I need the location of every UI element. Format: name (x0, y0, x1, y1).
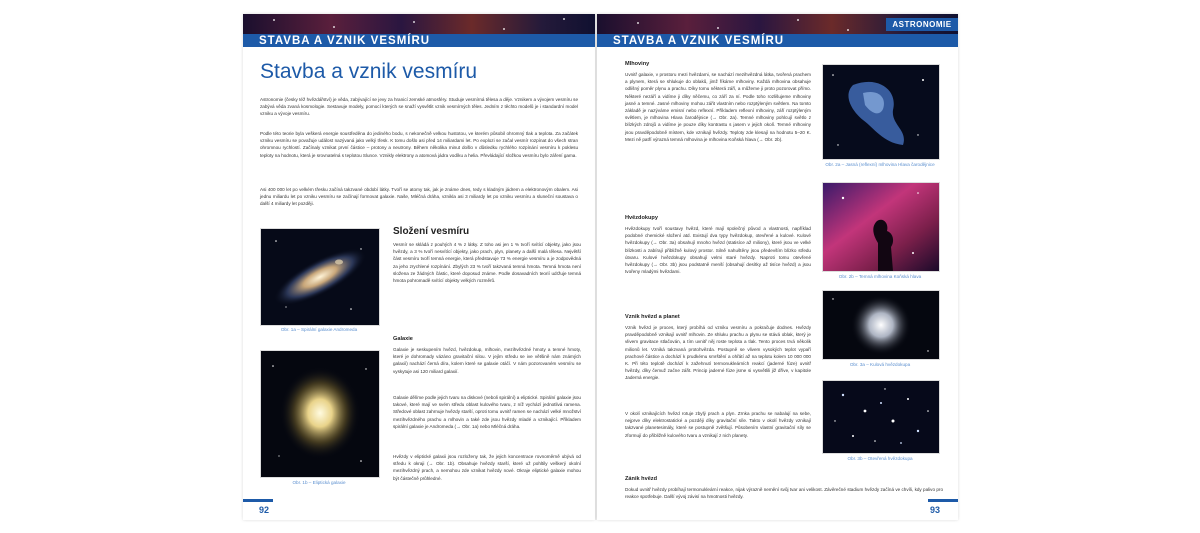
right-page (597, 14, 958, 520)
hvezdokupy-paragraph: Hvězdokupy tvoří soustavy hvězd, které mají společný původ a vlastnosti, například podobné chemické složení atd. Existují dva typy hvězdokup, otevřené a kulové. Kulové hvězdokupy (→ Obr. 3a) obsahují mnoho hvězd (statisíce až miliony), které jsou ve velké blízkosti a zabírají přibližně kulový prostor. Silně nahuštěny jsou především blízko středu útvaru. Kulové hvězdokupy obsahují velmi staré hvězdy. Naproti tomu otevřené hvězdokupy (→ Obr. 3b) jsou podstatně menší (obsahují desítky až tisíce hvězd) a jsou tvořeny mladými hvězdami. (625, 226, 811, 275)
heading-slozeni: Složení vesmíru (393, 226, 470, 237)
galaxie-paragraph-3: Hvězdy v eliptické galaxii jsou rozloženy tak, že jejich koncentrace rovnoměrně ubývá od středu k okraji (→ Obr. 1b). Obsahuje hvězdy starší, které už pohltily veškerý okolní mezihvězdný prach, a nemohou zde vznikat hvězdy nové. Okraje eliptické galaxie mohou být částečně průhledné. (393, 454, 581, 481)
heading-galaxie: Galaxie (393, 336, 413, 342)
footer-rule (928, 499, 958, 502)
caption-3a: Obr. 3a – Kulová hvězdokupa (849, 362, 911, 367)
section-title: STAVBA A VZNIK VESMÍRU (613, 35, 785, 47)
witch-head-nebula-image (822, 64, 940, 160)
section-bar (597, 34, 958, 47)
heading-mlhoviny: Mlhoviny (625, 61, 650, 67)
andromeda-image (260, 228, 380, 326)
section-bar (243, 34, 595, 47)
page-number: 93 (929, 505, 940, 515)
globular-cluster-image (822, 290, 940, 360)
heading-zanik: Zánik hvězd (625, 476, 658, 482)
space-banner (243, 14, 595, 34)
left-page (243, 14, 595, 520)
matter-era-paragraph: Asi 400 000 let po velkém třesku začíná takzvané období látky. Tvoří se atomy tak, jak je známe dnes, tedy s kladným jádrem a elektronovým obalem. Asi jednu miliardu let po vzniku vesmíru se začínají formovat galaxie. Naše, Mléčná dráha, vznikla asi 3 miliardy let po vzniku vesmíru a sluneční soustava o další 4 miliardy let později. (260, 187, 578, 207)
intro-paragraph: Astronomie (česky též hvězdářství) je věda, zabývající se jevy za hranicí zemské atmosféry. Studuje vesmírná tělesa a děje. Vznikem a vývojem vesmíru se zabývá věda zvaná kosmologie. Sestavuje modely, pomocí kterých se snaží vysvětlit vznik vesmírných těles. Jedním z těchto modelů je i standardní model vzniku a vývoje vesmíru. (260, 97, 578, 117)
heading-hvezdokupy: Hvězdokupy (625, 215, 658, 221)
caption-2a: Obr. 2a – Jasná (reflexní) mlhovina Hlava čarodějnice (825, 162, 935, 167)
section-title: STAVBA A VZNIK VESMÍRU (259, 35, 431, 47)
page-title: Stavba a vznik vesmíru (260, 60, 478, 83)
caption-1b: Obr. 1b – Eliptická galaxie (292, 480, 346, 485)
slozeni-paragraph: Vesmír se skládá z pouhých 4 % z látky. Z toho asi jen 1 % tvoří svítící objekty, jako jsou hvězdy, a 3 % tvoří nesvítící objekty, jako prach, plyn, planety a další malá tělesa. Největší část vesmíru tvoří temná energie, která představuje 73 % energie vesmíru a je zodpovědná za jeho zrychlené rozpínání. Zbylých 23 % tvoří takzvaná temná hmota. Temná hmota není složena ze žádných částic, které doposud známe. Podle dosavadních teorií udržuje temná hmota pohromadě svítící objekty velkých rozměrů. (393, 242, 581, 284)
footer-rule (243, 499, 273, 502)
horsehead-nebula-image (822, 182, 940, 272)
heading-vznik: Vznik hvězd a planet (625, 314, 680, 320)
mlhoviny-paragraph: Uvnitř galaxie, v prostoru mezi hvězdami, se nachází mezihvězdná látka, tvořená prachem a plynem, která se shlukuje do oblaků, jimž říkáme mlhoviny. Každá mlhovina obsahuje odlišný poměr plynu a prachu. Díky tomu některá září, a můžeme ji proto pozorovat přímo. Některé nezáří a vidíme ji díky něčemu, co září za ní. Podle toho rozlišujeme mlhoviny jasné a temné. Jasné mlhoviny mohou zářit vlastním nebo rozptýleným světlem. Na tomto základě je nazýváme emisní nebo reflexní. Příkladem reflexní mlhoviny, září rozptýleným světlem, je mlhovina Hlava čarodějnice (→ Obr. 2a). Temné mlhoviny pohlcují světlo z blízkých zdrojů a vidíme je pouze díky kontrastu s jasem v jejich okolí. Temné mlhoviny jsou pravděpodobně místem, kde vznikají hvězdy. Teploty zde klesají na hodnotu 5–20 K. Mezi ně patří výrazná temná mlhovina je mlhovina Koňská hlava (→ Obr. 2b). (625, 72, 811, 142)
vznik-paragraph-2: V okolí vznikajících hvězd rotuje zbylý prach a plyn. Zrnka prachu se nabalují na sebe, nejprve díky elektrostatické a později díky gravitační síle. Takto v okolí hvězdy vznikají takzvané planetesimály, které se postupně zvětšují. Působením vlastní gravitační síly se zformují do přibližně kulového tvaru a vznikají z nich planety. (625, 411, 811, 438)
caption-3b: Obr. 3b – Otevřená hvězdokupa (847, 456, 913, 461)
galaxie-paragraph-2: Galaxie dělíme podle jejich tvaru na diskové (neboli spirální) a eliptické. Spirální galaxie jsou takové, které mají ve svém středu oblast kulového tvaru, z níž vychází jednotlivá ramena. Středové oblast zahrnuje hvězdy starší, oproti tomu uvnitř ramen se nachází velké množství mezihvězdného prachu a mlhovin a také zde jsou hvězdy mladé a vznikající. Příkladem spirální galaxie je Andromeda (→ Obr. 1a) nebo Mléčná dráha. (393, 395, 581, 429)
zanik-paragraph: Dokud uvnitř hvězdy probíhají termonukleární reakce, nijak výrazně nemění svůj tvar ani velikost. Závěrečné stadium hvězdy začíná ve chvíli, kdy palivo pro reakce spotřebuje. Další vývoj závisí na hmotnosti hvězdy. (625, 487, 943, 500)
page-number: 92 (259, 505, 270, 515)
subject-tag: ASTRONOMIE (886, 18, 958, 31)
galaxie-paragraph-1: Galaxie je seskupením hvězd, hvězdokup, mlhovin, mezihvězdné hmoty a temné hmoty, které je dohromady vázáno gravitační silou. V jejím středu se ive většině nám známých galaxií) nachází černá díra, kolem které se galaxie otáčí. V nám pozorovaném vesmíru se vyskytuje asi 120 miliard galaxií. (393, 347, 581, 374)
big-bang-paragraph: Podle této teorie byla veškerá energie soustředěna do jediného bodu, s nekonečně velkou hustotou, ve kterém působil ohromný tlak a teplota. Za začátek vzniku vesmíru se považuje událost nazývaná jako velký třesk. K tomu došlo asi před 14 miliardami let. Po explozi se začal vesmír rozpínat do všech stran ohromnou rychlostí. Začínaly vznikat první částice – protony a neutrony. Během několika minut došlo v důsledku rychlého rozpínání vesmíru k poklesu teploty na hodnotu, která je srovnatelná s teplotou Slunce. Vznikly elektrony a atomová jádra vodíku a helia. Převládající složkou vesmíru bylo záření gama. (260, 131, 578, 158)
elliptical-galaxy-image (260, 350, 380, 478)
vznik-paragraph-1: Vznik hvězd je proces, který probíhá od vzniku vesmíru a pokračuje dodnes. Hvězdy pravděpodobně vznikají uvnitř mlhovin. Ze shluku prachu a plynu se stává oblak, který je vlivem gravitace stlačován, a tím uvnitř něj roste teplota a tlak. Tento proces trvá několik milionů let. Vzniká takzvaná protohvězda. Postupně se vlivem vysokých teplot vypaří prachové částice a dochází k prudkému smrštění a ohřátí až na teplotu kolem 10 000 000 K. Při této teplotě dochází k zažehnutí termonukleárních reakcí (jaderné fúze) uvnitř hvězdy, díky čemuž začne zářit. Princip jaderné fúze jsme si vysvětlili již dříve, v kapitole Jaderná energie. (625, 325, 811, 381)
open-cluster-image (822, 380, 940, 454)
caption-1a: Obr. 1a – Spirální galaxie Andromeda (280, 327, 358, 332)
caption-2b: Obr. 2b – Temná mlhovina Koňská hlava (838, 274, 922, 279)
